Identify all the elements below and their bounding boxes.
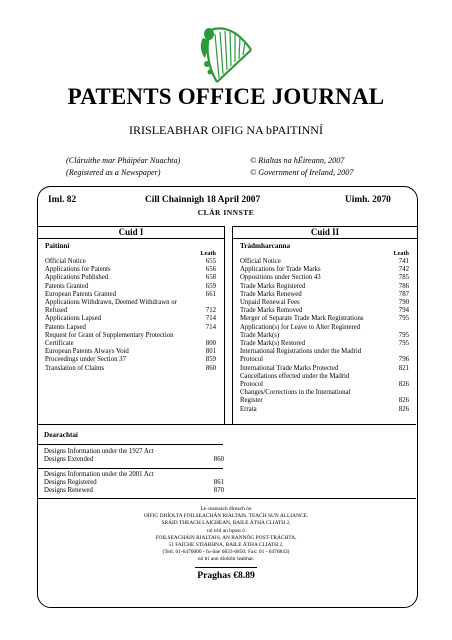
contents-row <box>44 479 224 487</box>
registration-note-irish: (Cláruithe mar Pháipéar Nuachta) <box>66 156 181 165</box>
contents-entry-page: 821 <box>398 364 409 372</box>
patents-contents-list <box>38 258 224 373</box>
contents-entry-label: Patents Lapsed <box>45 323 86 331</box>
contents-row <box>44 487 224 495</box>
contents-entry-page <box>405 324 409 332</box>
contents-entry-page: 794 <box>398 307 409 315</box>
contents-entry-page: 714 <box>205 323 216 331</box>
contents-entry-page <box>220 448 224 456</box>
contents-entry-label: Applications Lapsed <box>45 315 102 323</box>
designs-section-label: Dearachtaí <box>44 431 78 439</box>
contents-entry-label: Patents Granted <box>45 282 89 290</box>
contents-row <box>45 291 216 299</box>
publisher-line: SRÁID THEACH LAIGHEAN, BAILE ÁTHA CLIATH 2, <box>161 520 291 527</box>
contents-row <box>240 283 409 291</box>
contents-entry-label: Trade Marks Renewed <box>240 290 302 298</box>
contents-entry-label: Unpaid Renewal Fees <box>240 299 300 307</box>
registration-note-english: (Registered as a Newspaper) <box>66 168 161 177</box>
contents-entry-label: Applications Published <box>45 274 109 282</box>
contents-entry-page: 826 <box>398 397 409 405</box>
part-one-patents <box>37 226 225 425</box>
copyright-english: © Government of Ireland, 2007 <box>250 168 354 177</box>
contents-entry-label: Protocol <box>240 356 264 364</box>
contents-entry-label: Designs Registered <box>44 479 97 487</box>
publisher-line: nó tríd an bpost ó <box>207 527 245 534</box>
contents-entry-page: 801 <box>205 348 216 356</box>
journal-subtitle: IRISLEABHAR OIFIG NA bPAITINNÍ <box>129 123 323 137</box>
contents-row <box>45 283 216 291</box>
designs-divider <box>37 468 223 469</box>
contents-row <box>44 471 224 479</box>
contents-entry-label: Designs Extended <box>44 456 94 464</box>
contents-row <box>240 266 409 274</box>
journal-title: PATENTS OFFICE JOURNAL <box>67 84 385 109</box>
contents-row <box>45 332 216 340</box>
price-rule <box>195 567 257 568</box>
contents-entry-label: Trade Mark(s) Restored <box>240 340 306 348</box>
issue-place-date: Cill Chainnigh 18 April 2007 <box>145 195 261 205</box>
contents-entry-page: 742 <box>398 266 409 274</box>
publisher-line: 51 FAICHE STIABHNA, BAILE ÁTHA CLIATH 2, <box>168 542 284 549</box>
contents-entry-page: 859 <box>205 356 216 364</box>
contents-entry-page: 712 <box>205 307 216 315</box>
contents-entry-page: 787 <box>398 290 409 298</box>
contents-entry-label: Trade Marks Removed <box>240 307 303 315</box>
price: Praghas €8.89 <box>197 570 255 581</box>
contents-entry-label: Protocol <box>240 381 264 389</box>
publisher-line: OIFIG DHÍOLTA FOILSEACHÁN RIALTAIS, TEACH SUN ALLIANCE, <box>143 513 309 520</box>
contents-row <box>45 340 216 348</box>
publisher-line: nó trí aon díoltóir leabhar. <box>197 556 255 563</box>
contents-entry-label: Designs Information under the 2001 Act <box>44 471 154 478</box>
contents-entry-page <box>212 332 216 340</box>
contents-row <box>44 456 224 464</box>
designs-divider <box>37 444 223 445</box>
contents-row <box>240 315 409 323</box>
contents-row <box>240 274 409 282</box>
contents-entry-page: 790 <box>398 299 409 307</box>
contents-title: CLÁR INNSTE <box>197 208 255 217</box>
contents-entry-page: 826 <box>398 381 409 389</box>
contents-row <box>240 299 409 307</box>
contents-row <box>240 258 409 266</box>
contents-entry-label: Official Notice <box>240 258 281 265</box>
contents-entry-label: International Registrations under the Madrid <box>240 348 362 356</box>
contents-entry-page <box>405 373 409 381</box>
contents-entry-page: 658 <box>205 274 216 282</box>
contents-entry-page <box>405 348 409 356</box>
contents-entry-page: 860 <box>205 364 216 372</box>
contents-row <box>45 258 216 266</box>
part-two-trade-marks <box>232 226 418 425</box>
contents-entry-page: 661 <box>205 290 216 298</box>
contents-entry-label: Application(s) for Leave to Alter Registered <box>240 323 361 331</box>
contents-row <box>45 299 216 307</box>
contents-entry-page: 860 <box>213 456 224 464</box>
contents-entry-page: 786 <box>398 282 409 290</box>
contents-row <box>240 348 409 356</box>
contents-row <box>45 324 216 332</box>
contents-entry-label: Merger of Separate Trade Mark Registrations <box>240 315 364 323</box>
contents-entry-page: 795 <box>398 340 409 348</box>
contents-row <box>45 274 216 282</box>
contents-entry-page: 826 <box>398 405 409 413</box>
copyright-note <box>250 155 353 179</box>
contents-entry-label: Request for Grant of Supplementary Protection <box>45 331 174 339</box>
contents-entry-page: 870 <box>213 487 224 495</box>
contents-entry-page: 795 <box>398 331 409 339</box>
contents-entry-page <box>212 299 216 307</box>
contents-entry-label: Designs Information under the 1927 Act <box>44 448 154 455</box>
contents-row <box>44 448 224 456</box>
contents-entry-label: Applications for Patents <box>45 266 111 274</box>
contents-entry-label: Translation of Claims <box>45 364 105 372</box>
contents-entry-label: Applications Withdrawn, Deemed Withdrawn or <box>45 299 177 307</box>
registration-note <box>66 155 180 179</box>
contents-row <box>240 307 409 315</box>
contents-entry-label: Errata <box>240 405 257 413</box>
trade-marks-contents-list <box>233 258 417 414</box>
contents-row <box>45 356 216 364</box>
contents-entry-label: Applications for Trade Marks <box>240 266 321 274</box>
volume-number: Iml. 82 <box>48 195 77 205</box>
trade-marks-section-label: Trádmharcanna <box>240 242 291 250</box>
designs-bottom-rule <box>37 498 416 499</box>
contents-row <box>240 291 409 299</box>
publisher-info <box>0 506 452 564</box>
contents-row <box>240 340 409 348</box>
contents-entry-page <box>405 389 409 397</box>
contents-entry-label: European Patents Granted <box>45 290 116 298</box>
contents-entry-page: 656 <box>205 266 216 274</box>
contents-entry-label: Refused <box>45 307 68 315</box>
copyright-irish: © Rialtas na hÉireann, 2007 <box>250 156 345 165</box>
contents-entry-label: International Trade Marks Protected <box>240 364 339 372</box>
contents-row <box>240 397 409 405</box>
contents-entry-page <box>220 471 224 479</box>
harp-icon <box>197 24 255 86</box>
contents-row <box>240 356 409 364</box>
issue-number: Uimh. 2070 <box>345 195 391 205</box>
contents-entry-label: Oppositions under Section 43 <box>240 274 321 282</box>
contents-row <box>240 406 409 414</box>
contents-row <box>240 389 409 397</box>
page-column-label: Leath <box>200 250 216 257</box>
contents-row <box>45 315 216 323</box>
page-column-label: Leath <box>393 250 409 257</box>
patents-section-label: Paitinní <box>45 242 70 250</box>
contents-row <box>45 307 216 315</box>
contents-entry-label: Trade Marks Registered <box>240 282 306 290</box>
contents-entry-page: 795 <box>398 315 409 323</box>
contents-entry-page: 785 <box>398 274 409 282</box>
publisher-line: FOILSEACHÁIN RIALTAIS, AN RANNÓG POST-TRÁCHTA, <box>155 534 297 541</box>
contents-entry-label: Official Notice <box>45 258 86 265</box>
contents-entry-page: 659 <box>205 282 216 290</box>
contents-row <box>45 365 216 373</box>
contents-entry-page: 800 <box>205 340 216 348</box>
part-two-heading: Cuid II <box>233 227 417 239</box>
publisher-line: Le ceannach díreach ón <box>200 506 252 512</box>
contents-row <box>45 266 216 274</box>
contents-entry-label: Certificate <box>45 340 74 348</box>
contents-row <box>45 348 216 356</box>
contents-entry-label: Register <box>240 397 263 405</box>
contents-entry-page: 861 <box>213 479 224 487</box>
contents-entry-label: Designs Renewed <box>44 487 93 495</box>
contents-entry-label: Trade Mark(s) <box>240 331 280 339</box>
publisher-line: (Teil: 01-6476000 - fo-líne 6833-6850; Fax: 01 - 6476843) <box>162 549 290 556</box>
contents-entry-page: 796 <box>398 356 409 364</box>
designs-2001-list <box>44 471 224 496</box>
contents-entry-page: 741 <box>398 258 409 265</box>
contents-entry-page: 714 <box>205 315 216 323</box>
contents-entry-label: Proceedings under Section 37 <box>45 356 126 364</box>
contents-entry-page: 655 <box>205 258 216 265</box>
contents-entry-label: Changes/Corrections in the International <box>240 389 351 397</box>
contents-row <box>240 381 409 389</box>
contents-row <box>240 332 409 340</box>
designs-1927-list <box>44 448 224 464</box>
part-one-heading: Cuid I <box>38 227 224 239</box>
contents-entry-label: European Patents Always Void <box>45 348 129 356</box>
contents-row <box>240 324 409 332</box>
contents-row <box>240 373 409 381</box>
contents-row <box>240 365 409 373</box>
contents-entry-label: Cancellations effected under the Madrid <box>240 372 350 380</box>
